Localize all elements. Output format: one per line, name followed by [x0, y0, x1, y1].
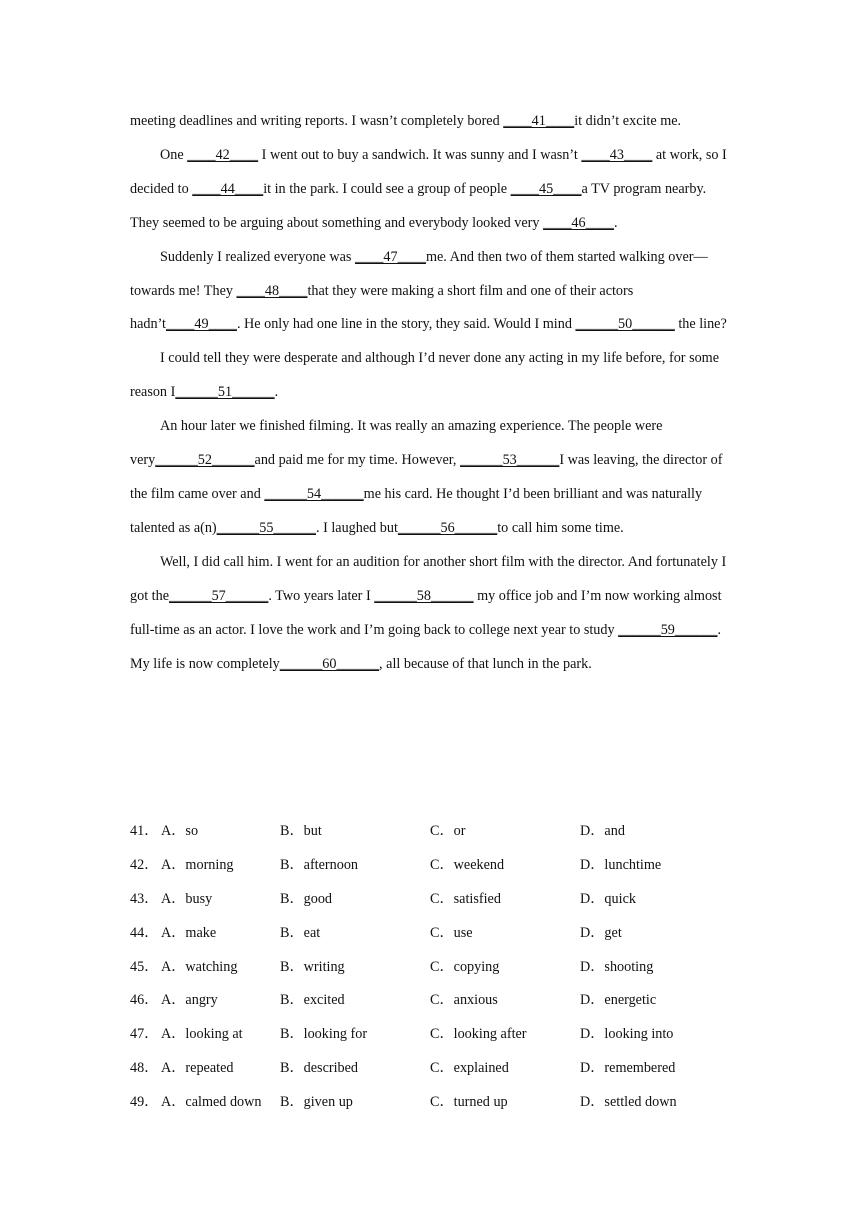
paragraph-3 — [130, 241, 730, 343]
blank-60: ______60______ — [279, 655, 380, 672]
blank-47: ____47____ — [355, 248, 426, 265]
option-b: B．but — [280, 823, 322, 839]
text: . — [274, 384, 279, 401]
option-d: D．and — [580, 823, 625, 839]
text: at work, so I decided to — [130, 146, 727, 197]
option-row — [130, 849, 730, 883]
option-b: B．given up — [280, 1094, 353, 1111]
text: I went out to buy a sandwich. It was sunny and I wasn’t — [258, 146, 582, 163]
option-b: B．excited — [280, 992, 345, 1009]
option-a: A．calmed down — [161, 1094, 262, 1111]
option-b: B．described — [280, 1060, 359, 1077]
option-row — [130, 951, 730, 985]
option-row — [130, 1086, 730, 1120]
question-number: 47． — [130, 1026, 159, 1043]
option-c: C．weekend — [430, 856, 505, 873]
blank-49: ____49____ — [166, 316, 237, 333]
text: meeting deadlines and writing reports. I wasn’t completely bored — [130, 113, 504, 129]
text: . — [613, 214, 618, 231]
option-a: A．angry — [161, 992, 218, 1009]
text: the line? — [674, 316, 727, 333]
blank-41: ____41____ — [503, 113, 575, 129]
option-row — [130, 1018, 730, 1052]
blank-46: ____46____ — [543, 214, 614, 231]
paragraph-6 — [130, 546, 730, 682]
cloze-passage — [130, 105, 730, 681]
question-number: 49． — [130, 1094, 159, 1111]
paragraph-4 — [130, 342, 730, 410]
blank-54: ______54______ — [264, 485, 364, 502]
question-number: 43． — [130, 890, 159, 907]
option-b: B．good — [280, 890, 333, 907]
paragraph-1 — [130, 105, 730, 139]
text: Suddenly I realized everyone was — [160, 248, 356, 265]
option-c: C．or — [430, 823, 466, 839]
option-b: B．eat — [280, 924, 321, 941]
answer-options — [130, 815, 730, 1120]
blank-43: ____43____ — [581, 146, 653, 163]
option-row — [130, 1052, 730, 1086]
question-number: 46． — [130, 992, 159, 1009]
option-c: C．use — [430, 924, 473, 941]
text: me. And then two of them started walking over—towards me! They — [130, 248, 708, 299]
option-row — [130, 883, 730, 917]
blank-58: ______58______ — [374, 587, 474, 604]
text: that they were making a short film and one of their actors hadn’t — [130, 282, 634, 333]
text: . He only had one line in the story, they said. Would I mind — [236, 316, 576, 333]
text: Well, I did call him. I went for an audition for another short film with the director. And fortunately I got the — [130, 553, 727, 604]
question-number: 44． — [130, 924, 159, 941]
option-d: D．settled down — [580, 1094, 677, 1111]
blank-57: ______57______ — [169, 587, 269, 604]
blank-59: ______59______ — [618, 621, 718, 638]
option-c: C．explained — [430, 1060, 509, 1077]
text: . I laughed but — [315, 519, 398, 536]
paragraph-2 — [130, 139, 730, 241]
option-b: B．writing — [280, 958, 345, 975]
option-a: A．repeated — [161, 1060, 234, 1077]
option-c: C．copying — [430, 958, 500, 975]
paragraph-5 — [130, 410, 730, 546]
question-number: 41． — [130, 823, 159, 839]
option-a: A．make — [161, 924, 217, 941]
text: to call him some time. — [497, 519, 624, 536]
option-c: C．satisfied — [430, 890, 501, 907]
option-d: D．remembered — [580, 1060, 676, 1077]
blank-48: ____48____ — [236, 282, 308, 299]
option-a: A．so — [161, 823, 199, 839]
option-d: D．get — [580, 924, 622, 941]
blank-53: ______53______ — [460, 452, 560, 469]
text: . Two years later I — [268, 587, 375, 604]
blank-45: ____45____ — [510, 180, 582, 197]
option-a: A．busy — [161, 890, 213, 907]
text: it didn’t excite me. — [574, 113, 682, 129]
option-d: D．lunchtime — [580, 856, 662, 873]
option-row — [130, 984, 730, 1018]
text: . My life is now completely — [130, 621, 721, 672]
option-d: D．energetic — [580, 992, 657, 1009]
option-c: C．anxious — [430, 992, 498, 1009]
text: my office job and I’m now working almost full-time as an actor. I love the work and I’m going back to college next year to study — [130, 587, 722, 638]
question-number: 45． — [130, 958, 159, 975]
blank-56: ______56______ — [397, 519, 498, 536]
option-row — [130, 815, 730, 849]
option-a: A．watching — [161, 958, 238, 975]
option-a: A．morning — [161, 856, 234, 873]
option-d: D．quick — [580, 890, 636, 907]
question-number: 42． — [130, 856, 159, 873]
blank-50: ______50______ — [575, 316, 675, 333]
option-b: B．afternoon — [280, 856, 359, 873]
text: I was leaving, the director of the film came over and — [130, 452, 723, 502]
text: it in the park. I could see a group of people — [263, 180, 511, 197]
question-number: 48． — [130, 1060, 159, 1077]
option-d: D．shooting — [580, 958, 654, 975]
option-c: C．looking after — [430, 1026, 527, 1043]
option-row — [130, 917, 730, 951]
text: me his card. He thought I’d been brilliant and was naturally talented as a(n) — [130, 485, 703, 536]
option-d: D．looking into — [580, 1026, 674, 1043]
blank-55: ______55______ — [216, 519, 316, 536]
option-c: C．turned up — [430, 1094, 508, 1111]
text: , all because of that lunch in the park. — [379, 655, 592, 672]
blank-42: ____42____ — [187, 146, 259, 163]
text: An hour later we finished filming. It was really an amazing experience. The people were very — [130, 418, 663, 469]
text: a TV program nearby. They seemed to be arguing about something and everybody looked very — [130, 180, 707, 231]
option-a: A．looking at — [161, 1026, 243, 1043]
text: I could tell they were desperate and although I’d never done any acting in my life before, for some reason I — [130, 350, 720, 401]
blank-51: ______51______ — [175, 384, 275, 401]
blank-44: ____44____ — [192, 180, 264, 197]
text: One — [160, 146, 188, 163]
option-b: B．looking for — [280, 1026, 368, 1043]
text: and paid me for my time. However, — [254, 452, 461, 469]
blank-52: ______52______ — [155, 452, 255, 469]
